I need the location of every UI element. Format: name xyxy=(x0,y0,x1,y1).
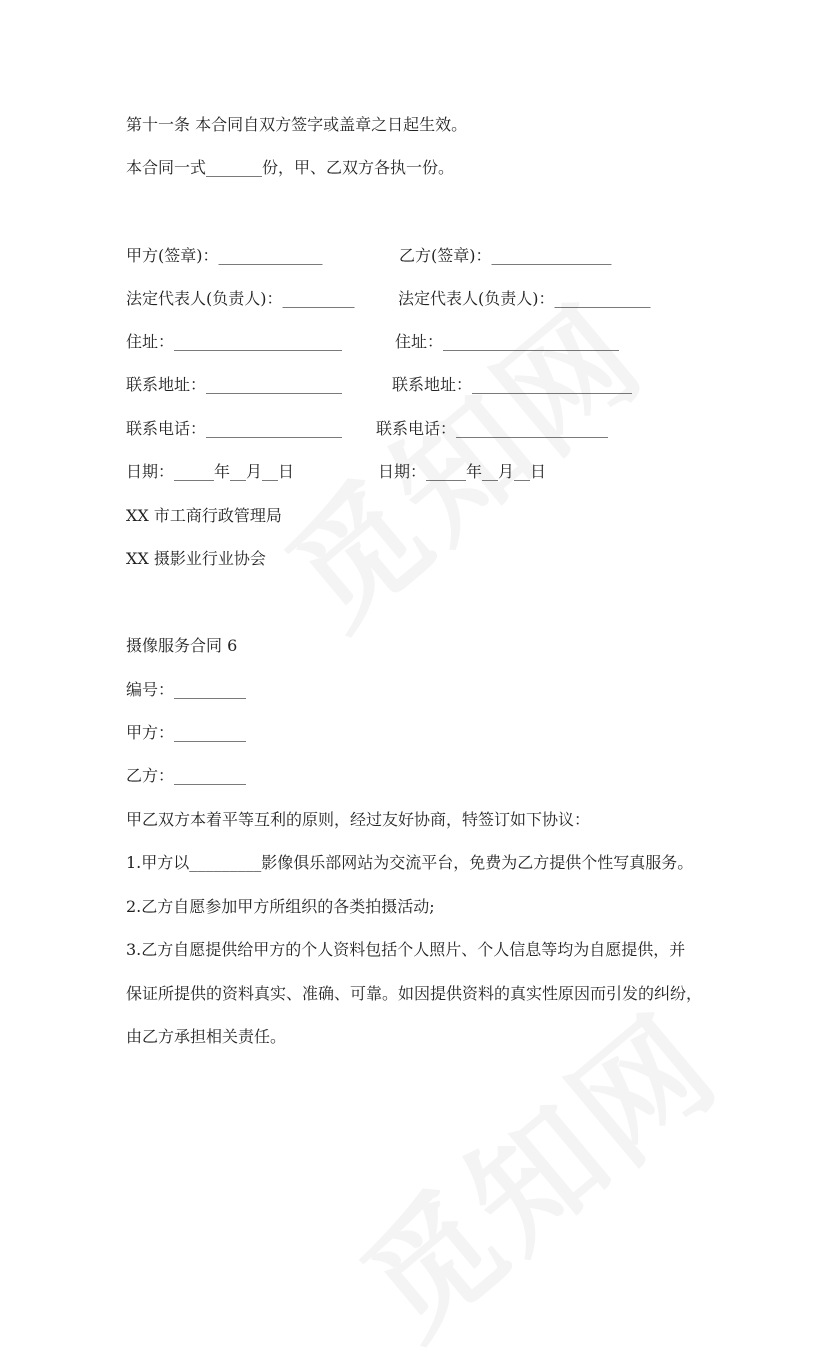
watermark xyxy=(318,966,751,1371)
contract-title: 摄像服务合同 6 xyxy=(126,636,238,655)
party-b-signature: 乙方(签章)：_______________ xyxy=(399,246,612,265)
contract-number: 编号：_________ xyxy=(126,680,247,699)
article-11: 第十一条 本合同自双方签字或盖章之日起生效。 xyxy=(126,115,468,134)
contract-party-b: 乙方：_________ xyxy=(126,766,247,785)
party-a-phone: 联系电话：_________________ xyxy=(126,419,343,438)
copies-clause: 本合同一式_______份，甲、乙双方各执一份。 xyxy=(126,158,455,177)
clause-3-line-2: 保证所提供的资料真实、准确、可靠。如因提供资料的真实性原因而引发的纠纷， xyxy=(126,984,703,1003)
party-b-representative: 法定代表人(负责人)：____________ xyxy=(398,289,651,308)
party-a-address: 住址：_____________________ xyxy=(126,332,343,351)
clause-2: 2.乙方自愿参加甲方所组织的各类拍摄活动; xyxy=(126,897,435,916)
party-a-date: 日期：_____年__月__日 xyxy=(126,462,295,481)
party-b-date: 日期：_____年__月__日 xyxy=(378,462,547,481)
authority-line-2: XX 摄影业行业协会 xyxy=(126,549,266,568)
contract-intro: 甲乙双方本着平等互利的原则，经过友好协商，特签订如下协议： xyxy=(126,810,591,829)
party-b-phone: 联系电话：___________________ xyxy=(376,419,609,438)
clause-3-line-3: 由乙方承担相关责任。 xyxy=(126,1027,287,1046)
party-b-contact-address: 联系地址：____________________ xyxy=(392,375,633,394)
party-a-signature: 甲方(签章)：_____________ xyxy=(126,246,323,265)
clause-3-line-1: 3.乙方自愿提供给甲方的个人资料包括个人照片、个人信息等均为自愿提供，并 xyxy=(126,940,686,959)
party-a-contact-address: 联系地址：_________________ xyxy=(126,375,343,394)
watermark xyxy=(243,256,676,662)
authority-line-1: XX 市工商行政管理局 xyxy=(126,506,282,525)
contract-party-a: 甲方：_________ xyxy=(126,723,247,742)
party-b-address: 住址：______________________ xyxy=(395,332,620,351)
party-a-representative: 法定代表人(负责人)：_________ xyxy=(126,289,355,308)
clause-1: 1.甲方以_________影像俱乐部网站为交流平台，免费为乙方提供个性写真服务。 xyxy=(126,853,694,872)
